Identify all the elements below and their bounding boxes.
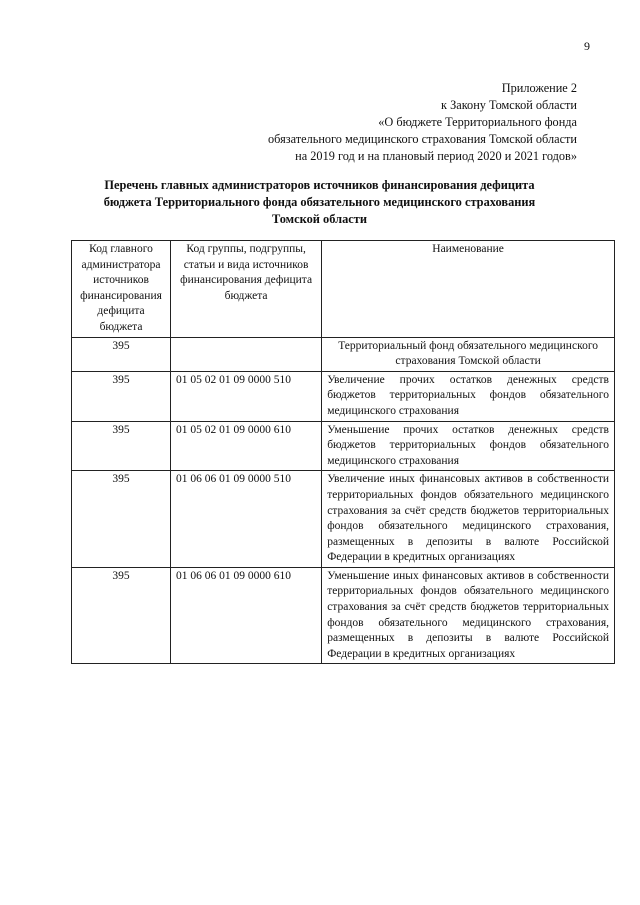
header-admin-code: Код главного администратора источников финансирования дефицита бюджета <box>72 241 171 338</box>
cell-source-code: 01 05 02 01 09 0000 610 <box>171 421 322 471</box>
document-title <box>62 177 577 228</box>
administrators-table <box>71 240 615 664</box>
table-row <box>72 471 615 568</box>
cell-admin-code: 395 <box>72 337 171 371</box>
cell-admin-code: 395 <box>72 471 171 568</box>
header-name: Наименование <box>322 241 615 338</box>
table-row <box>72 371 615 421</box>
page-number: 9 <box>584 39 590 53</box>
table-row-organization <box>72 337 615 371</box>
cell-source-code: 01 05 02 01 09 0000 510 <box>171 371 322 421</box>
cell-source-code <box>171 337 322 371</box>
title-line: Томской области <box>272 212 367 226</box>
cell-name: Уменьшение иных финансовых активов в собственности территориальных фондов обязательного медицинского страхования за счёт средств бюджетов территориальных фондов обязательного медицинского страхования, размещенных в депозиты в валюте Российской Федерации в кредитных организациях <box>322 567 615 664</box>
title-line: бюджета Территориального фонда обязательного медицинского страхования <box>103 195 536 209</box>
appendix-line: к Закону Томской области <box>441 98 577 112</box>
cell-name: Территориальный фонд обязательного медицинского страхования Томской области <box>322 337 615 371</box>
title-line: Перечень главных администраторов источников финансирования дефицита <box>104 178 535 192</box>
appendix-line: «О бюджете Территориального фонда <box>378 115 577 129</box>
table-row <box>72 421 615 471</box>
appendix-line: обязательного медицинского страхования Томской области <box>268 132 577 146</box>
table-header-row <box>72 241 615 338</box>
cell-admin-code: 395 <box>72 567 171 664</box>
cell-admin-code: 395 <box>72 421 171 471</box>
cell-name: Увеличение иных финансовых активов в собственности территориальных фондов обязательного медицинского страхования за счёт средств бюджетов территориальных фондов обязательного медицинского страхования, размещенных в депозиты в валюте Российской Федерации в кредитных организациях <box>322 471 615 568</box>
appendix-line: Приложение 2 <box>501 81 577 95</box>
appendix-reference <box>200 80 577 165</box>
cell-source-code: 01 06 06 01 09 0000 510 <box>171 471 322 568</box>
cell-admin-code: 395 <box>72 371 171 421</box>
cell-source-code: 01 06 06 01 09 0000 610 <box>171 567 322 664</box>
table-row <box>72 567 615 664</box>
appendix-line: на 2019 год и на плановый период 2020 и 2021 годов» <box>295 149 577 163</box>
cell-name: Уменьшение прочих остатков денежных средств бюджетов территориальных фондов обязательного медицинского страхования <box>322 421 615 471</box>
header-source-code: Код группы, подгруппы, статьи и вида источников финансирования дефицита бюджета <box>171 241 322 338</box>
cell-name: Увеличение прочих остатков денежных средств бюджетов территориальных фондов обязательного медицинского страхования <box>322 371 615 421</box>
